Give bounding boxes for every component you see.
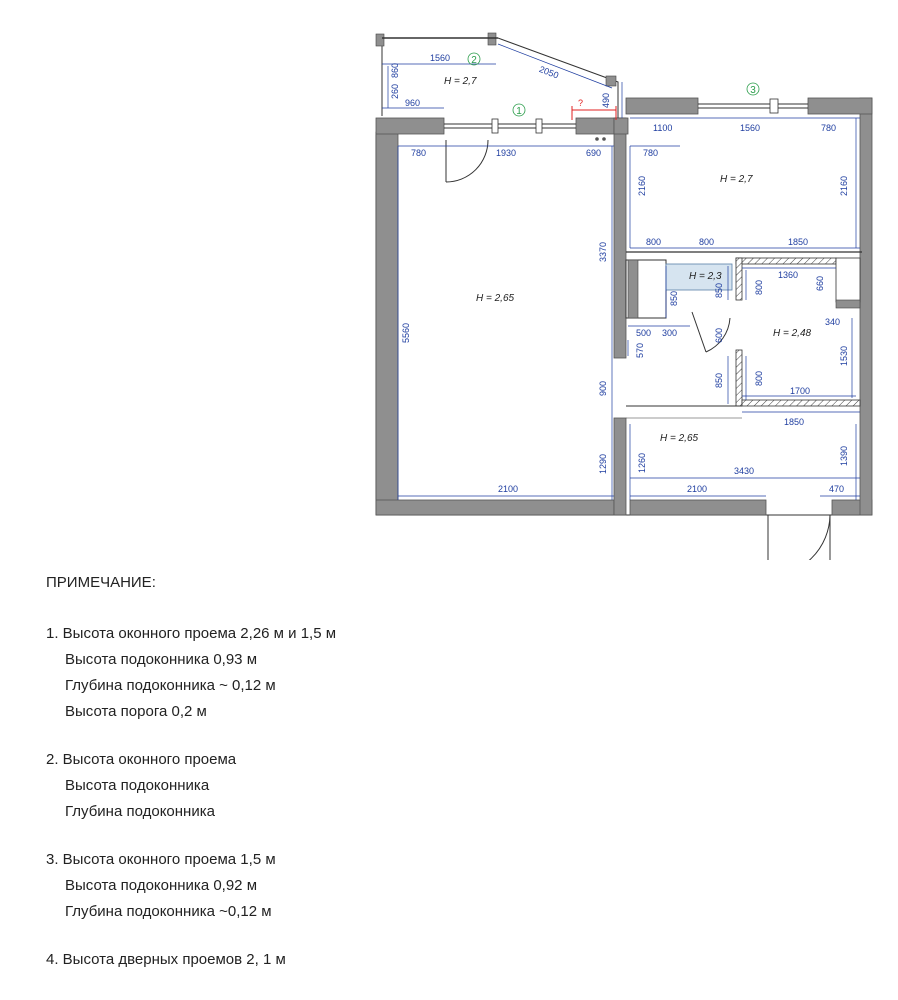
dim-door-600: 600 (714, 327, 724, 343)
height-hall: H = 2,65 (660, 433, 699, 444)
window-3 (698, 99, 808, 113)
note-line: Глубина подоконника ~ 0,12 м (65, 677, 276, 694)
dim-hall-right: 1390 (839, 445, 849, 466)
window-1 (444, 119, 576, 133)
dim-living-right-a: 3370 (598, 241, 608, 262)
dim-bath-top: 1360 (778, 270, 799, 280)
dim-wc-left-a: 850 (714, 372, 724, 388)
dim-kitchen-top-c: 780 (821, 123, 837, 133)
question-mark: ? (578, 98, 584, 108)
dim-bath-340: 340 (825, 317, 841, 327)
note-line: 4. Высота дверных проемов 2, 1 м (46, 951, 286, 968)
dim-closet-c: 500 (636, 328, 652, 338)
exterior-walls (376, 98, 872, 515)
dim-loggia-left-a: 860 (390, 62, 400, 78)
window-marker-2-label: 2 (471, 55, 477, 66)
dim-wc-left-b: 800 (754, 370, 764, 386)
dim-hall-top: 1850 (784, 417, 805, 427)
dim-kitchen-under-a: 780 (643, 148, 659, 158)
dim-loggia-diag: 2050 (537, 64, 561, 81)
dim-living-top-c: 690 (586, 148, 602, 158)
window-marker-3-label: 3 (750, 85, 756, 96)
dim-living-right-b: 570 (635, 342, 645, 358)
dim-kitchen-left: 2160 (637, 175, 647, 196)
note-4 (46, 947, 336, 973)
dim-bath-right: 1530 (839, 345, 849, 366)
dim-living-top-a: 780 (411, 148, 427, 158)
dim-bath-660: 660 (815, 275, 825, 291)
dim-kitchen-bottom-a: 800 (646, 237, 662, 247)
note-line: 3. Высота оконного проема 1,5 м (46, 851, 276, 868)
note-line: Высота порога 0,2 м (65, 703, 207, 720)
bath-door (692, 312, 730, 352)
dim-hall-bottom-b: 470 (829, 484, 845, 494)
dim-kitchen-right: 2160 (839, 175, 849, 196)
dim-loggia-top: 1560 (430, 53, 451, 63)
note-line: Глубина подоконника (65, 803, 215, 820)
dim-kitchen-bottom-c: 1850 (788, 237, 809, 247)
note-line: Высота подоконника 0,92 м (65, 877, 258, 894)
window-marker-1-label: 1 (516, 106, 522, 117)
dim-hall-left: 1260 (637, 452, 647, 473)
note-line: 2. Высота оконного проема (46, 751, 237, 768)
notes-section (46, 574, 336, 995)
dim-bath-left: 800 (754, 279, 764, 295)
dim-loggia-right: 490 (601, 92, 611, 108)
dim-closet-a: 850 (669, 290, 679, 306)
height-kitchen: H = 2,7 (720, 174, 753, 185)
dim-closet-b: 850 (714, 282, 724, 298)
socket-icon (595, 137, 606, 141)
dim-hall-bottom-a: 2100 (687, 484, 708, 494)
note-3 (46, 847, 336, 925)
dim-wc-bottom: 1700 (790, 386, 811, 396)
height-living: H = 2,65 (476, 293, 515, 304)
height-loggia: H = 2,7 (444, 76, 477, 87)
dim-kitchen-top-b: 1560 (740, 123, 761, 133)
dim-kitchen-top-a: 1100 (653, 123, 673, 133)
note-line: Глубина подоконника ~0,12 м (65, 903, 272, 920)
dim-living-bottom: 2100 (498, 484, 519, 494)
dim-living-right-c: 900 (598, 380, 608, 396)
dim-closet-d: 300 (662, 328, 678, 338)
dim-loggia-left-b: 260 (390, 83, 400, 99)
dim-hall-bottom: 3430 (734, 466, 755, 476)
note-line: Высота подоконника (65, 777, 210, 794)
note-line: Высота подоконника 0,93 м (65, 651, 258, 668)
note-2 (46, 747, 336, 825)
notes-title: ПРИМЕЧАНИЕ: (46, 574, 156, 591)
dim-living-left: 5560 (401, 322, 411, 343)
height-closet: H = 2,3 (689, 271, 722, 282)
note-1 (46, 621, 336, 725)
note-line: 1. Высота оконного проема 2,26 м и 1,5 м (46, 625, 337, 642)
dim-loggia-bottom: 960 (405, 98, 421, 108)
dim-living-top-b: 1930 (496, 148, 517, 158)
entrance-door (768, 515, 830, 560)
height-bath: H = 2,48 (773, 328, 812, 339)
dim-living-right-d: 1290 (598, 453, 608, 474)
dim-kitchen-bottom-b: 800 (699, 237, 715, 247)
